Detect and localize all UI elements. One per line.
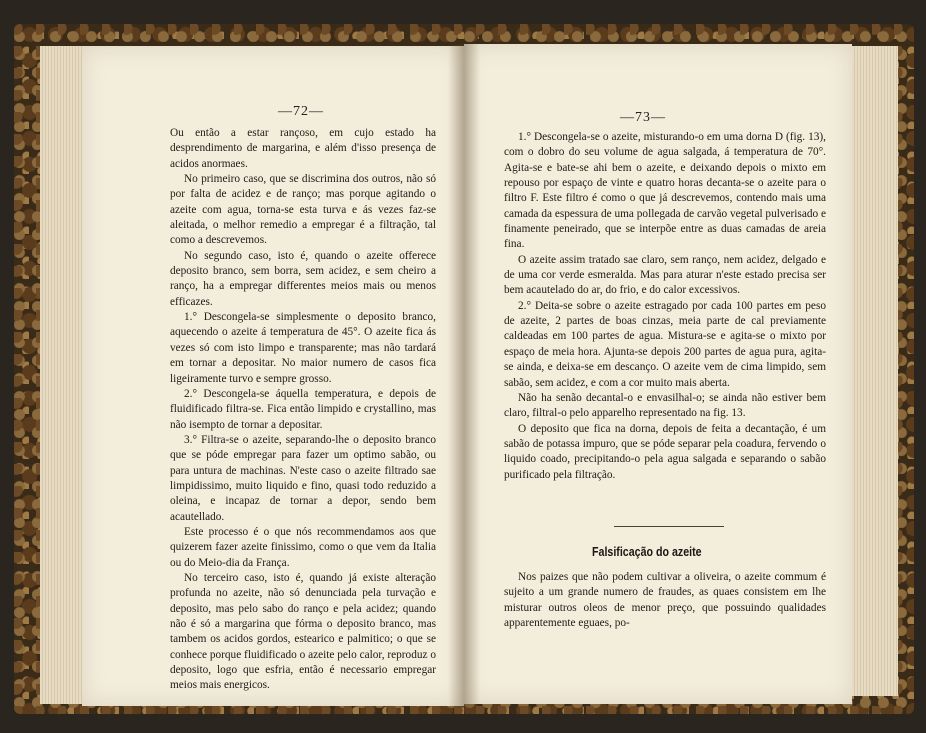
paragraph: 1.° Descongela-se o azeite, misturando-o em uma dorna D (fig. 13), com o dobro do seu volume de agua salgada, á temperatura de 70°. Agita-se e bate-se ahi bem o azeite, e deixando depois o mixto em repouso por espaço de vinte e quatro horas decanta-se o azeite para o filtro F. Este filtro é como o que já descrevemos, contendo mais uma camada da espessura de uma pollegada de carvão vegetal pulverisado e finamente peneirado, que se interpõe entre as duas camadas de areia fina.	[504, 131, 826, 251]
right-page-text-after	[504, 570, 826, 631]
paragraph: No terceiro caso, isto é, quando já existe alteração profunda no azeite, não só denunciada pela turvação e deposito, mas pelo sabo do ranço e pela acidez; quando não é só a margarina que fórma o deposito branco, mas tambem os acidos gordos, estearico e palmitico; o que se conhece porque fluidificado o azeite pelo calor, reproduz o deposito, logo que esfria, então é necessario empregar meios mais energicos.	[170, 571, 436, 692]
right-page-text	[504, 130, 826, 483]
paragraph: No primeiro caso, que se discrimina dos outros, não só por falta de acidez e de ranço; mas porque agitando o azeite com agua, torna-se esta turva e ás vezes faz-se aleitada, o melhor remedio a empregar é a filtração, tal como a descrevemos.	[170, 173, 436, 247]
paragraph: 3.° Filtra-se o azeite, separando-lhe o deposito branco que se póde empregar para fazer um optimo sabão, ou para untura de machinas. N'este caso o azeite filtrado sae limpidissimo, muito liquido e fino, quasi todo reduzido a oleina, e incapaz de tornar a depor, sendo bem acautellado.	[170, 433, 436, 523]
paragraph: Nos paizes que não podem cultivar a oliveira, o azeite commum é sujeito a um grande numero de fraudes, as quaes consistem em lhe misturar outros oleos de menor preço, que possuindo qualidades apparentemente eguaes, po-	[504, 571, 826, 630]
paragraph: O deposito que fica na dorna, depois de feita a decantação, é um sabão de potassa impuro, que se póde separar pela coadura, fervendo o liquido coado, precipitando-o pela agua salgada e separando o sabão purificado pela filtração.	[504, 422, 826, 481]
paragraph: 2.° Deita-se sobre o azeite estragado por cada 100 partes em peso de azeite, 2 partes de boas cinzas, meia parte de cal previamente caldeadas em 100 partes de agua. Mistura-se e agita-se o mixto por espaço de meia hora. Ajunta-se depois 200 partes de agua pura, agita-se ainda, e deixa-se em descanço. O azeite vem de cima limpido, sem sabão, sem acidez, e com a cor muito mais aberta.	[504, 299, 826, 389]
paragraph: Não ha senão decantal-o e envasilhal-o; se ainda não estiver bem claro, filtral-o pelo apparelho representado na fig. 13.	[504, 391, 826, 420]
left-page-text	[170, 126, 436, 694]
page-number-right: —73—	[620, 110, 666, 125]
paragraph: 2.° Descongela-se áquella temperatura, e depois de fluidificado filtra-se. Fica então limpido e crystallino, mas não isempto de tornar a depositar.	[170, 387, 436, 431]
paragraph: Ou então a estar rançoso, em cujo estado ha desprendimento de margarina, e além d'isso presença de acidos anormaes.	[170, 127, 436, 170]
paragraph: No segundo caso, isto é, quando o azeite offerece deposito branco, sem borra, sem acidez, e sem cheiro a ranço, ha a empregar differentes meios mais ou menos efficazes.	[170, 249, 436, 308]
section-divider	[614, 526, 724, 527]
paragraph: O azeite assim tratado sae claro, sem ranço, nem acidez, delgado e de uma cor verde esmeralda. Mas para aturar n'este estado precisa ser bem acautelado do ar, do frio, e do calor excessivos.	[504, 253, 826, 297]
page-edges-right	[848, 46, 898, 696]
paragraph: Este processo é o que nós recommendamos aos que quizerem fazer azeite finissimo, como o que vem da Italia ou do Meio-dia da França.	[170, 525, 436, 569]
book-gutter	[448, 44, 480, 708]
right-page	[464, 44, 852, 704]
left-page	[82, 46, 464, 706]
paragraph: 1.° Descongela-se simplesmente o deposito branco, aquecendo o azeite á temperatura de 45°. O azeite fica ás vezes só com isto limpo e transparente; mas não tardará em tornar a depositar. No maior numero de casos fica ligeiramente turvo e sempre grosso.	[170, 311, 436, 385]
page-number-left: —72—	[278, 104, 324, 119]
section-heading: Falsificação do azeite	[592, 544, 702, 559]
